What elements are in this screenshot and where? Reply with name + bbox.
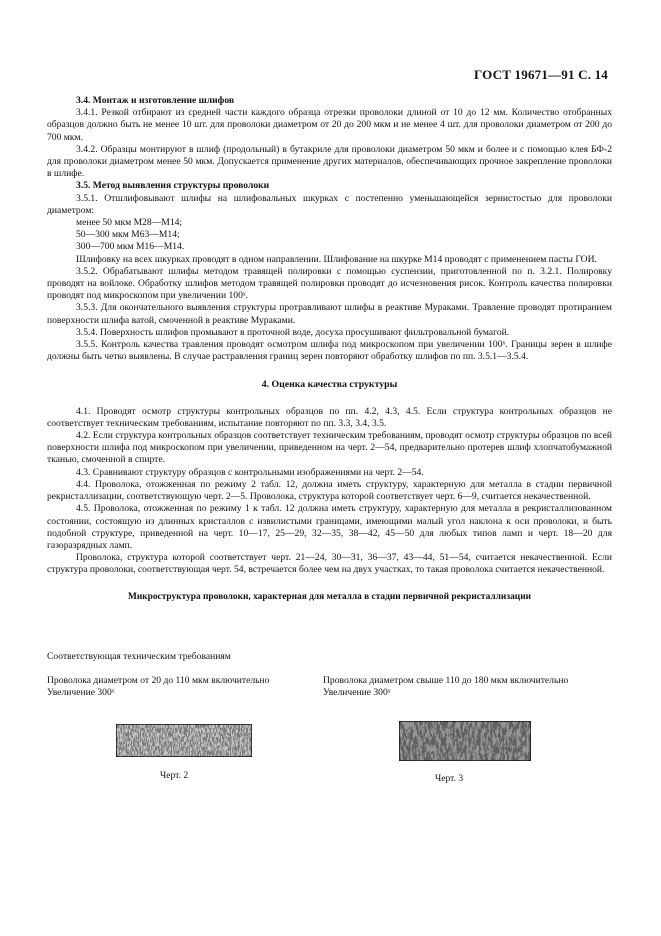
paragraph-4-5: 4.5. Проволока, отожженная по режиму 1 к табл. 12 должна иметь структуру, характерную для металла в рекристаллизованном состоянии, состоящую из длинных кристаллов с извилистыми границами, имеющими малый угол наклона к оси проволоки, и быть подобной структуре, приведенной на черт. 10—17, 25—29, 32—35, 38—42, 45—50 для любых типов ламп и черт. 18—20 для газоразрядных ламп. — [47, 503, 612, 551]
paragraph-3-5-1-continued: Шлифовку на всех шкурках проводят в одном направлении. Шлифование на шкурке М14 проводят с применением пасты ГОИ. — [76, 253, 597, 265]
section-heading-3-4: 3.4. Монтаж и изготовление шлифов — [76, 95, 235, 106]
paragraph-3-5-2: 3.5.2. Обрабатывают шлифы методом травящей полировки с помощью суспензии, приготовленной по п. 3.2.1. Полировку проводят на войлоке. Обработку шлифов методом травящей полировки проводят до исчезновения рисок. Контроль качества полировки проводят под микроскопом при увеличении 100ˣ. — [47, 265, 612, 302]
paragraph-4-4: 4.4. Проволока, отожженная по режиму 2 табл. 12, должна иметь структуру, характерную для металла в стадии первичной рекристаллизации, соответствующую черт. 2—5. Проволока, структура которой соответствует черт. 6—9, считается некачественной. — [47, 478, 612, 503]
section-heading-3-5: 3.5. Метод выявления структуры проволоки — [76, 180, 270, 192]
figure-2-description — [47, 675, 297, 699]
figure-3-wire-diameter: Проволока диаметром свыше 110 до 180 мкм включительно — [323, 675, 569, 686]
microstructure-heading: Микроструктура проволоки, характерная для металла в стадии первичной рекристаллизации — [128, 591, 531, 602]
document-body — [47, 95, 612, 617]
figure-2-caption: Черт. 2 — [160, 770, 189, 781]
paragraph-4-3: 4.3. Сравнивают структуру образцов с контрольными изображениями на черт. 2—54. — [76, 466, 424, 478]
list-item-grit-3: 300—700 мкм М16—М14. — [76, 241, 185, 253]
figure-3-micrograph — [399, 721, 531, 761]
list-item-grit-1: менее 50 мкм М28—М14; — [76, 217, 183, 229]
paragraph-4-5-continued: Проволока, структура которой соответствует черт. 21—24, 30—31, 36—37, 43—44, 51—54, считается некачественной. Если структура проволоки, соответствующая черт. 54, встречается более чем на двух участках, то такая проволока считается некачественной. — [47, 552, 612, 576]
paragraph-3-5-3: 3.5.3. Для окончательного выявления структуры протравливают шлифы в реактиве Мураками. Травление проводят протиранием поверхности шлифа ватой, смоченной в реактиве Мураками. — [47, 302, 612, 326]
figure-2-micrograph — [116, 724, 252, 757]
requirement-label: Соответствующая техническим требованиям — [47, 651, 231, 662]
paragraph-3-5-5: 3.5.5. Контроль качества травления проводят осмотром шлифа под микроскопом при увеличении 100ˣ. Границы зерен в шлифе должны быть четко выявлены. В случае растравления границ зерен повторяют обработку шлифов по пп. 3.5.1—3.5.4. — [47, 339, 612, 363]
paragraph-4-2: 4.2. Если структура контрольных образцов соответствует техническим требованиям, проводят осмотр структуры образцов по всей поверхности шлифа под микроскопом при увеличении, приведенном на черт. 2—54, предварительно протерев шлиф хлопчатобумажной тканью, смоченной в спирте. — [47, 430, 612, 466]
paragraph-3-4-2: 3.4.2. Образцы монтируют в шлиф (продольный) в бутакриле для проволоки диаметром 50 мкм и более и с помощью клея БФ-2 для проволоки диаметром менее 50 мкм. Допускается применение других материалов, обеспечивающих прочное закрепление проволоки в шлифе. — [47, 143, 612, 180]
paragraph-4-1: 4.1. Проводят осмотр структуры контрольных образцов по пп. 4.2, 4.3, 4.5. Если структура контрольных образцов не соответствует техническим требованиям, испытание повторяют по пп. 3.3, 3.4, 3.5. — [47, 405, 612, 429]
figure-2-magnification: Увеличение 300ˣ — [47, 687, 115, 699]
section-heading-4: 4. Оценка качества структуры — [261, 379, 398, 391]
paragraph-3-4-1: 3.4.1. Резкой отбирают из средней части каждого образца отрезки проволоки длиной от 10 до 12 мм. Количество отобранных образцов должно быть не менее 10 шт. для проволоки диаметром от 20 до 200 мкм и не менее 4 шт. для проволоки диаметром от 200 до 700 мкм. — [47, 107, 612, 143]
figure-3-caption: Черт. 3 — [435, 773, 464, 784]
paragraph-3-5-4: 3.5.4. Поверхность шлифов промывают в проточной воде, досуха просушивают фильтровальной бумагой. — [76, 326, 510, 338]
paragraph-3-5-1: 3.5.1. Отшлифовывают шлифы на шлифовальных шкурках с постепенно уменьшающейся зернистостью для проволоки диаметром: — [47, 192, 612, 216]
figure-3-magnification: Увеличение 300ˣ — [323, 687, 391, 699]
figure-2-wire-diameter: Проволока диаметром от 20 до 110 мкм включительно — [47, 675, 270, 686]
page-header: ГОСТ 19671—91 С. 14 — [474, 67, 608, 82]
list-item-grit-2: 50—300 мкм М63—М14; — [76, 229, 180, 241]
figure-3-description — [323, 675, 593, 699]
